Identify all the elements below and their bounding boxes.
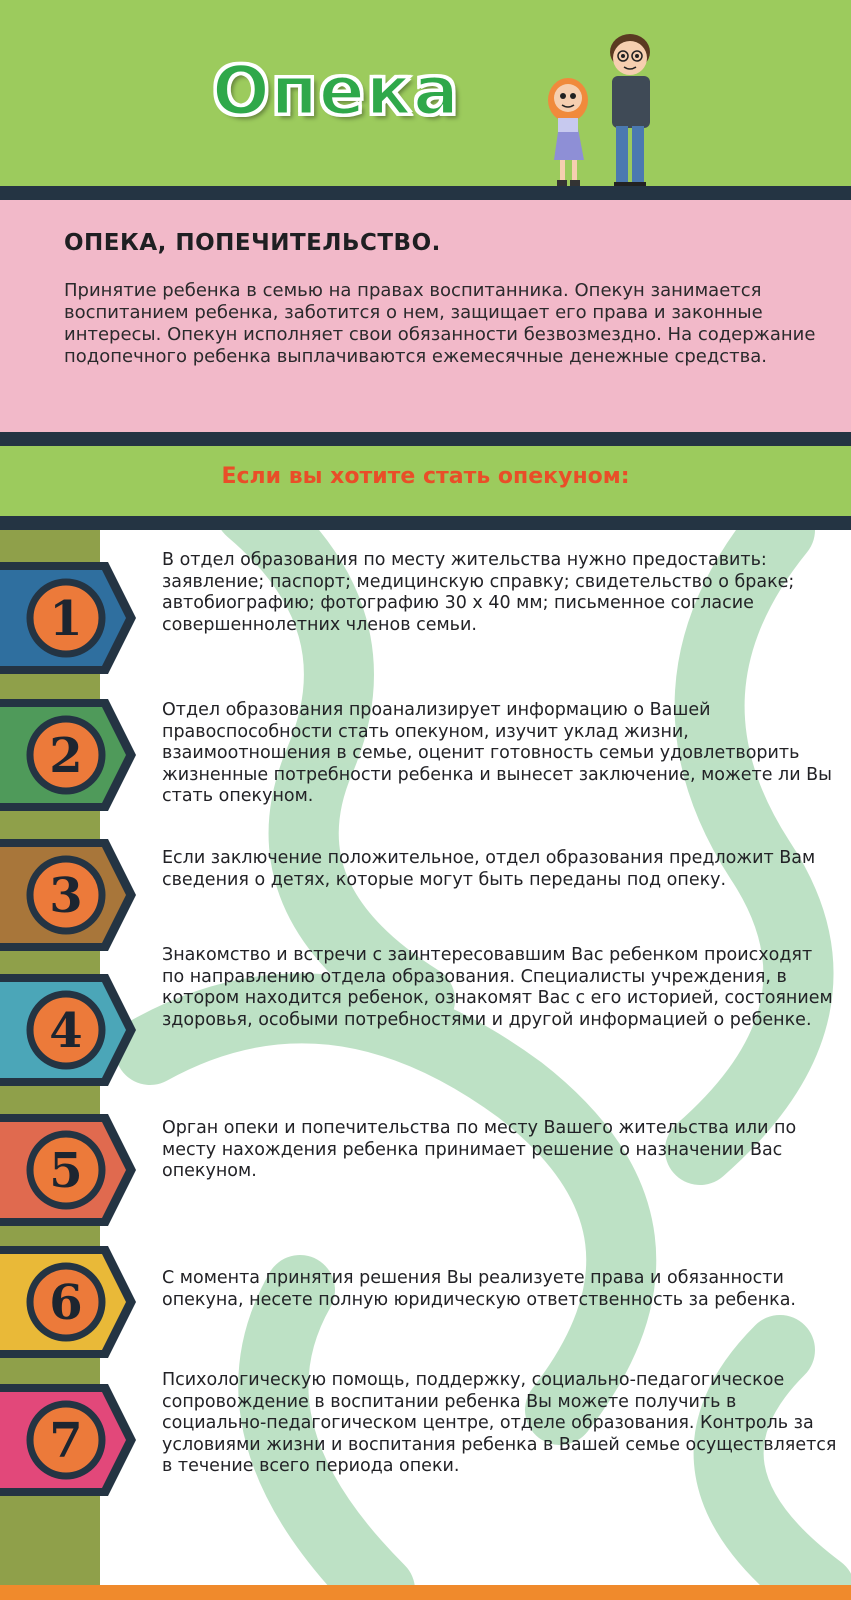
step-3-badge	[0, 835, 140, 955]
step-5-badge	[0, 1110, 140, 1230]
cta-heading: Если вы хотите стать опекуном:	[221, 464, 630, 489]
step-6-number: 6	[49, 1275, 83, 1331]
intro-section	[0, 200, 851, 432]
steps-section	[0, 530, 851, 1585]
man-figure	[610, 34, 650, 189]
divider	[0, 516, 851, 530]
step-7-text: Психологическую помощь, поддержку, социально-педагогическое сопровождение в воспитании ребенка Вы можете получить в социально-педагогическом центре, отделе образования. Контроль за условиями жизни и воспитания ребенка в Вашей семье осуществляется в течение всего периода опеки.	[162, 1370, 837, 1476]
step-4-number: 4	[49, 1003, 83, 1059]
step-1-badge	[0, 558, 140, 678]
divider	[0, 432, 851, 446]
step-4-badge	[0, 970, 140, 1090]
step-6-badge	[0, 1242, 140, 1362]
page-title: Опека	[212, 52, 460, 131]
bottom-strip	[0, 1585, 851, 1600]
step-3-text: Если заключение положительное, отдел образования предложит Вам сведения о детях, которые могут быть переданы под опеку.	[162, 848, 816, 890]
step-2-number: 2	[49, 728, 83, 784]
intro-heading: ОПЕКА, ПОПЕЧИТЕЛЬСТВО.	[64, 230, 441, 256]
step-7-number: 7	[49, 1413, 83, 1469]
cta-section	[0, 446, 851, 516]
step-2-text: Отдел образования проанализирует информацию о Вашей правоспособности стать опекуном, изучит уклад жизни, взаимоотношения в семье, оценит готовность семьи удовлетворить жизненные потребности ребенка и вынесет заключение, можете ли Вы стать опекуном.	[162, 700, 832, 806]
girl-figure	[548, 78, 588, 186]
step-4-text: Знакомство и встречи с заинтересовавшим Вас ребенком происходят по направлению отдела образования. Специалисты учреждения, в котором находится ребенок, ознакомят Вас с его историей, состоянием здоровья, особыми потребностями и другой информацией о ребенке.	[162, 945, 833, 1030]
step-3-number: 3	[49, 868, 83, 924]
step-5-number: 5	[49, 1143, 83, 1199]
step-5-text: Орган опеки и попечительства по месту Вашего жительства или по месту нахождения ребенка принимает решение о назначении Вас опекуном.	[162, 1118, 797, 1181]
header	[0, 0, 851, 186]
step-6-text: С момента принятия решения Вы реализуете права и обязанности опекуна, несете полную юридическую ответственность за ребенка.	[162, 1268, 796, 1310]
intro-text: Принятие ребенка в семью на правах воспитанника. Опекун занимается воспитанием ребенка, заботится о нем, защищает его права и законные интересы. Опекун исполняет свои обязанности безвозмездно. На содержание подопечного ребенка выплачиваются ежемесячные денежные средства.	[64, 280, 816, 367]
step-7-badge	[0, 1380, 140, 1500]
divider	[0, 186, 851, 200]
mascots-illustration	[540, 30, 680, 195]
step-1-text: В отдел образования по месту жительства нужно предоставить: заявление; паспорт; медицинскую справку; свидетельство о браке; автобиографию; фотографию 30 х 40 мм; письменное согласие совершеннолетних членов семьи.	[162, 550, 795, 635]
step-2-badge	[0, 695, 140, 815]
step-1-number: 1	[49, 591, 83, 647]
